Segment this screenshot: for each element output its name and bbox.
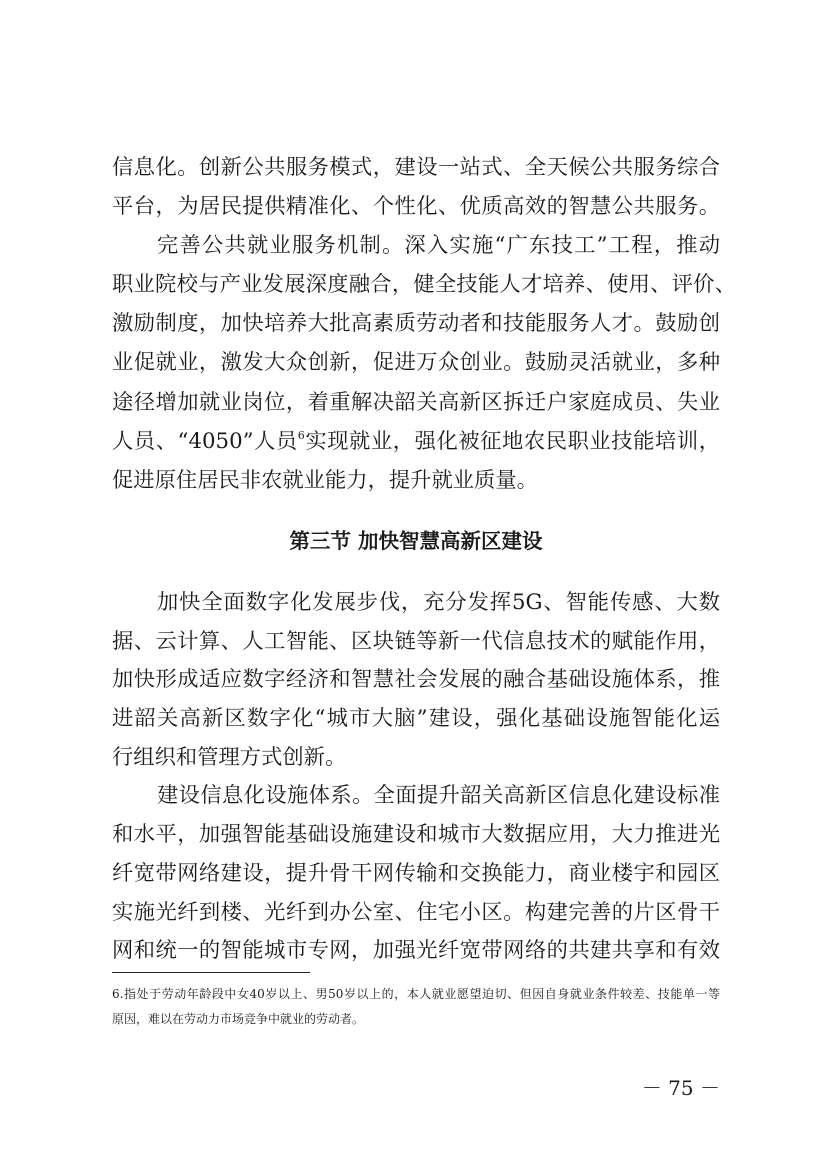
text-line: 途径增加就业岗位，着重解决韶关高新区拆迁户家庭成员、失业 <box>112 389 720 415</box>
text-line: 行组织和管理方式创新。 <box>112 744 347 770</box>
footnote <box>112 982 720 1032</box>
text-line: 进韶关高新区数字化“城市大脑”建设，强化基础设施智能化运 <box>112 706 720 732</box>
text-line: 完善公共就业服务机制。深入实施“广东技工”工程，推动 <box>157 233 720 259</box>
footnote-line: 原因，难以在劳动力市场竞争中就业的劳动者。 <box>112 1012 365 1026</box>
text-line: 加快全面数字化发展步伐，充分发挥5G、智能传感、大数 <box>157 590 720 615</box>
footnote-divider <box>112 972 310 973</box>
text-line: 激励制度，加快培养大批高素质劳动者和技能服务人才。鼓励创 <box>112 311 720 337</box>
footnote-line: 6.指处于劳动年龄段中女40岁以上、男50岁以上的，本人就业愿望迫切、但因自身就业条件较差、技能单一等 <box>112 987 720 1001</box>
text-line: 和水平，加强智能基础设施建设和城市大数据应用，大力推进光 <box>112 822 720 848</box>
text-line: 平台，为居民提供精准化、个性化、优质高效的智慧公共服务。 <box>112 194 720 220</box>
text-line: 职业院校与产业发展深度融合，健全技能人才培养、使用、评价、 <box>112 272 736 298</box>
text-line: 据、云计算、人工智能、区块链等新一代信息技术的赋能作用， <box>112 628 720 654</box>
text-line: 实施光纤到楼、光纤到办公室、住宅小区。构建完善的片区骨干 <box>112 899 720 925</box>
text-line: 业促就业，激发大众创新，促进万众创业。鼓励灵活就业，多种 <box>112 350 720 376</box>
page-number: － 75 － <box>641 1076 720 1100</box>
body-text-lower <box>112 584 720 971</box>
body-text-upper <box>112 148 736 500</box>
text-line: 网和统一的智能城市专网，加强光纤宽带网络的共建共享和有效 <box>112 938 720 964</box>
text-segment: 实现就业，强化被征地农民职业技能培训， <box>304 428 720 454</box>
text-line: 纤宽带网络建设，提升骨干网传输和交换能力，商业楼宇和园区 <box>112 860 720 886</box>
section-heading: 第三节 加快智慧高新区建设 <box>289 529 543 553</box>
text-line: 信息化。创新公共服务模式，建设一站式、全天候公共服务综合 <box>112 155 720 180</box>
text-line <box>112 422 720 461</box>
text-line: 加快形成适应数字经济和智慧社会发展的融合基础设施体系，推 <box>112 667 720 693</box>
text-line: 促进原住居民非农就业能力，提升就业质量。 <box>112 467 538 493</box>
text-segment: 人员、“4050”人员 <box>112 428 298 454</box>
footnote-ref: 6 <box>297 428 305 442</box>
text-line: 建设信息化设施体系。全面提升韶关高新区信息化建设标准 <box>157 783 720 809</box>
